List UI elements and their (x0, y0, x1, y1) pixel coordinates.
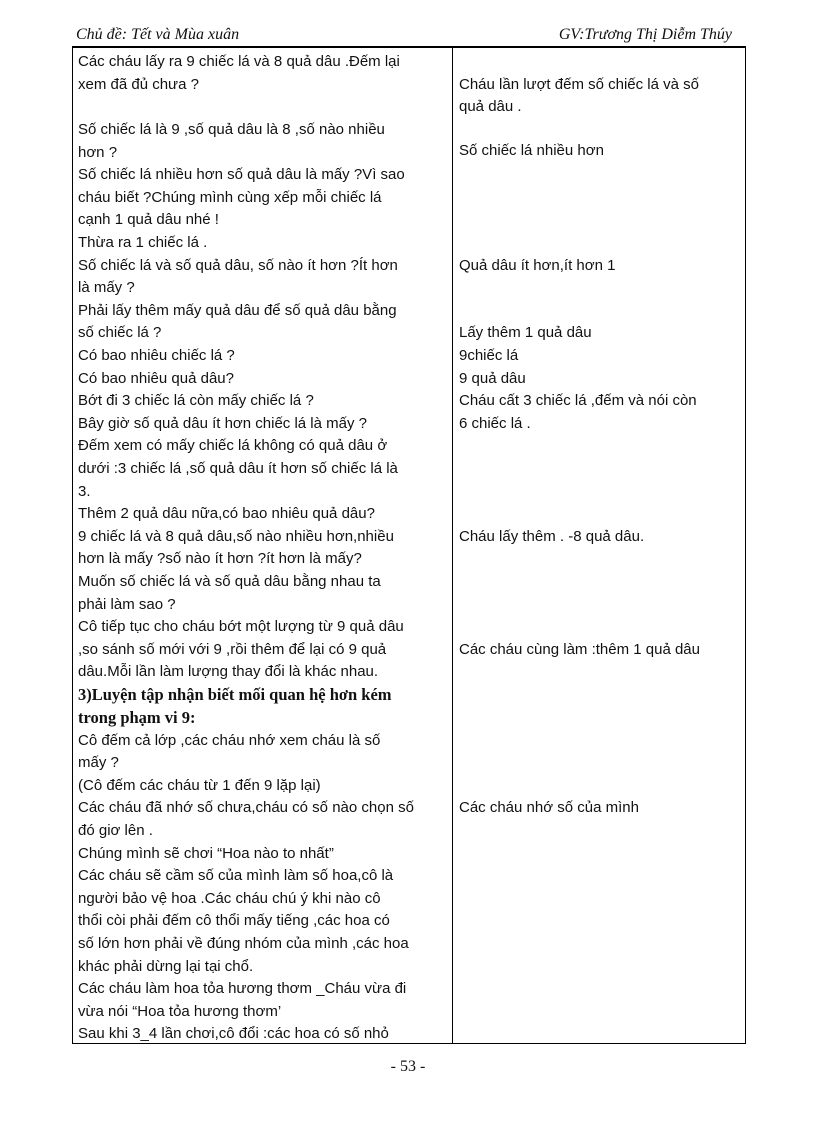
teacher-text-line: (Cô đếm các cháu từ 1 đến 9 lặp lại) (78, 777, 321, 794)
teacher-text-line: Các cháu sẽ cầm số của mình làm số hoa,cô là (78, 867, 394, 884)
teacher-text-line: số chiếc lá ? (78, 324, 162, 341)
teacher-text-line: Có bao nhiêu quả dâu? (78, 370, 234, 387)
teacher-text-line: Bớt đi 3 chiếc lá còn mấy chiếc lá ? (78, 392, 314, 409)
teacher-text-line: phải làm sao ? (78, 596, 176, 613)
teacher-text-line: Các cháu đã nhớ số chưa,cháu có số nào chọn số (78, 799, 414, 816)
teacher-text-line: thổi còi phải đếm cô thổi mấy tiếng ,các hoa có (78, 912, 390, 929)
teacher-text-line: Muốn số chiếc lá và số quả dâu bằng nhau ta (78, 573, 381, 590)
teacher-text-line: 3. (78, 483, 91, 500)
teacher-text-line: Cô tiếp tục cho cháu bớt một lượng từ 9 quả dâu (78, 618, 404, 635)
teacher-text-line: Thừa ra 1 chiếc lá . (78, 234, 208, 251)
teacher-text-line: cạnh 1 quả dâu nhé ! (78, 211, 219, 228)
child-text-line: Các cháu cùng làm :thêm 1 quả dâu (459, 641, 700, 658)
teacher-text-line: người bảo vệ hoa .Các cháu chú ý khi nào cô (78, 890, 381, 907)
child-text-line: 9chiếc lá (459, 347, 519, 364)
teacher-text-line: Đếm xem có mấy chiếc lá không có quả dâu ở (78, 437, 388, 454)
teacher-text-line: hơn ? (78, 144, 118, 161)
teacher-text-line: Có bao nhiêu chiếc lá ? (78, 347, 235, 364)
child-text-line: quả dâu . (459, 98, 522, 115)
column-divider (452, 46, 453, 1044)
teacher-text-line: xem đã đủ chưa ? (78, 76, 199, 93)
child-text-line: Cháu cất 3 chiếc lá ,đếm và nói còn (459, 392, 697, 409)
page-header (76, 26, 732, 48)
teacher-text-line: ,so sánh số mới với 9 ,rồi thêm để lại có 9 quả (78, 641, 387, 658)
child-text-line: Các cháu nhớ số của mình (459, 799, 639, 816)
teacher-text-line: Chúng mình sẽ chơi “Hoa nào to nhất” (78, 845, 334, 862)
teacher-text-line: dưới :3 chiếc lá ,số quả dâu ít hơn số chiếc lá là (78, 460, 398, 477)
teacher-text-line: Số chiếc lá và số quả dâu, số nào ít hơn ?Ít hơn (78, 257, 398, 274)
teacher-text-line: dâu.Mỗi lần làm lượng thay đổi là khác nhau. (78, 663, 379, 680)
child-text-line: Cháu lần lượt đếm số chiếc lá và số (459, 76, 699, 93)
section-heading: trong phạm vi 9: (78, 708, 196, 727)
child-text-line: Quả dâu ít hơn,ít hơn 1 (459, 257, 616, 274)
section-heading: 3)Luyện tập nhận biết mối quan hệ hơn kém (78, 685, 392, 704)
child-text-line: Số chiếc lá nhiều hơn (459, 142, 604, 159)
header-teacher: GV:Trương Thị Diễm Thúy (558, 26, 732, 43)
teacher-text-line: vừa nói “Hoa tỏa hương thơm’ (78, 1003, 282, 1020)
teacher-text-line: đó giơ lên . (78, 822, 153, 839)
teacher-text-line: Phải lấy thêm mấy quả dâu để số quả dâu bằng (78, 302, 397, 319)
table-top-rule (72, 46, 746, 48)
teacher-text-line: mấy ? (78, 754, 119, 771)
teacher-text-line: khác phải dừng lại tại chổ. (78, 958, 254, 975)
teacher-text-line: Thêm 2 quả dâu nữa,có bao nhiêu quả dâu? (78, 505, 375, 522)
header-topic: Chủ đề: Tết và Mùa xuân (76, 26, 240, 43)
child-text-line: Cháu lấy thêm . -8 quả dâu. (459, 528, 645, 545)
teacher-text-line: Bây giờ số quả dâu ít hơn chiếc lá là mấy ? (78, 415, 367, 432)
teacher-text-line: số lớn hơn phải về đúng nhóm của mình ,các hoa (78, 935, 409, 952)
teacher-text-line: là mấy ? (78, 279, 135, 296)
teacher-text-line: 9 chiếc lá và 8 quả dâu,số nào nhiều hơn,nhiều (78, 528, 394, 545)
teacher-text-line: Các cháu lấy ra 9 chiếc lá và 8 quả dâu .Đếm lại (78, 53, 400, 70)
teacher-text-line: hơn là mấy ?số nào ít hơn ?ít hơn là mấy? (78, 550, 362, 567)
teacher-text-line: Cô đếm cả lớp ,các cháu nhớ xem cháu là số (78, 732, 381, 749)
child-text-line: Lấy thêm 1 quả dâu (459, 324, 592, 341)
page-number: - 53 - (390, 1058, 426, 1075)
child-text-line: 9 quả dâu (459, 370, 526, 387)
teacher-text-line: Sau khi 3_4 lần chơi,cô đổi :các hoa có số nhỏ (78, 1025, 389, 1042)
teacher-text-line: cháu biết ?Chúng mình cùng xếp mỗi chiếc lá (78, 189, 382, 206)
teacher-text-line: Số chiếc lá nhiều hơn số quả dâu là mấy ?Vì sao (78, 166, 405, 183)
teacher-text-line: Số chiếc lá là 9 ,số quả dâu là 8 ,số nào nhiều (78, 121, 385, 138)
child-text-line: 6 chiếc lá . (459, 415, 531, 432)
teacher-text-line: Các cháu làm hoa tỏa hương thơm _Cháu vừa đi (78, 980, 407, 997)
